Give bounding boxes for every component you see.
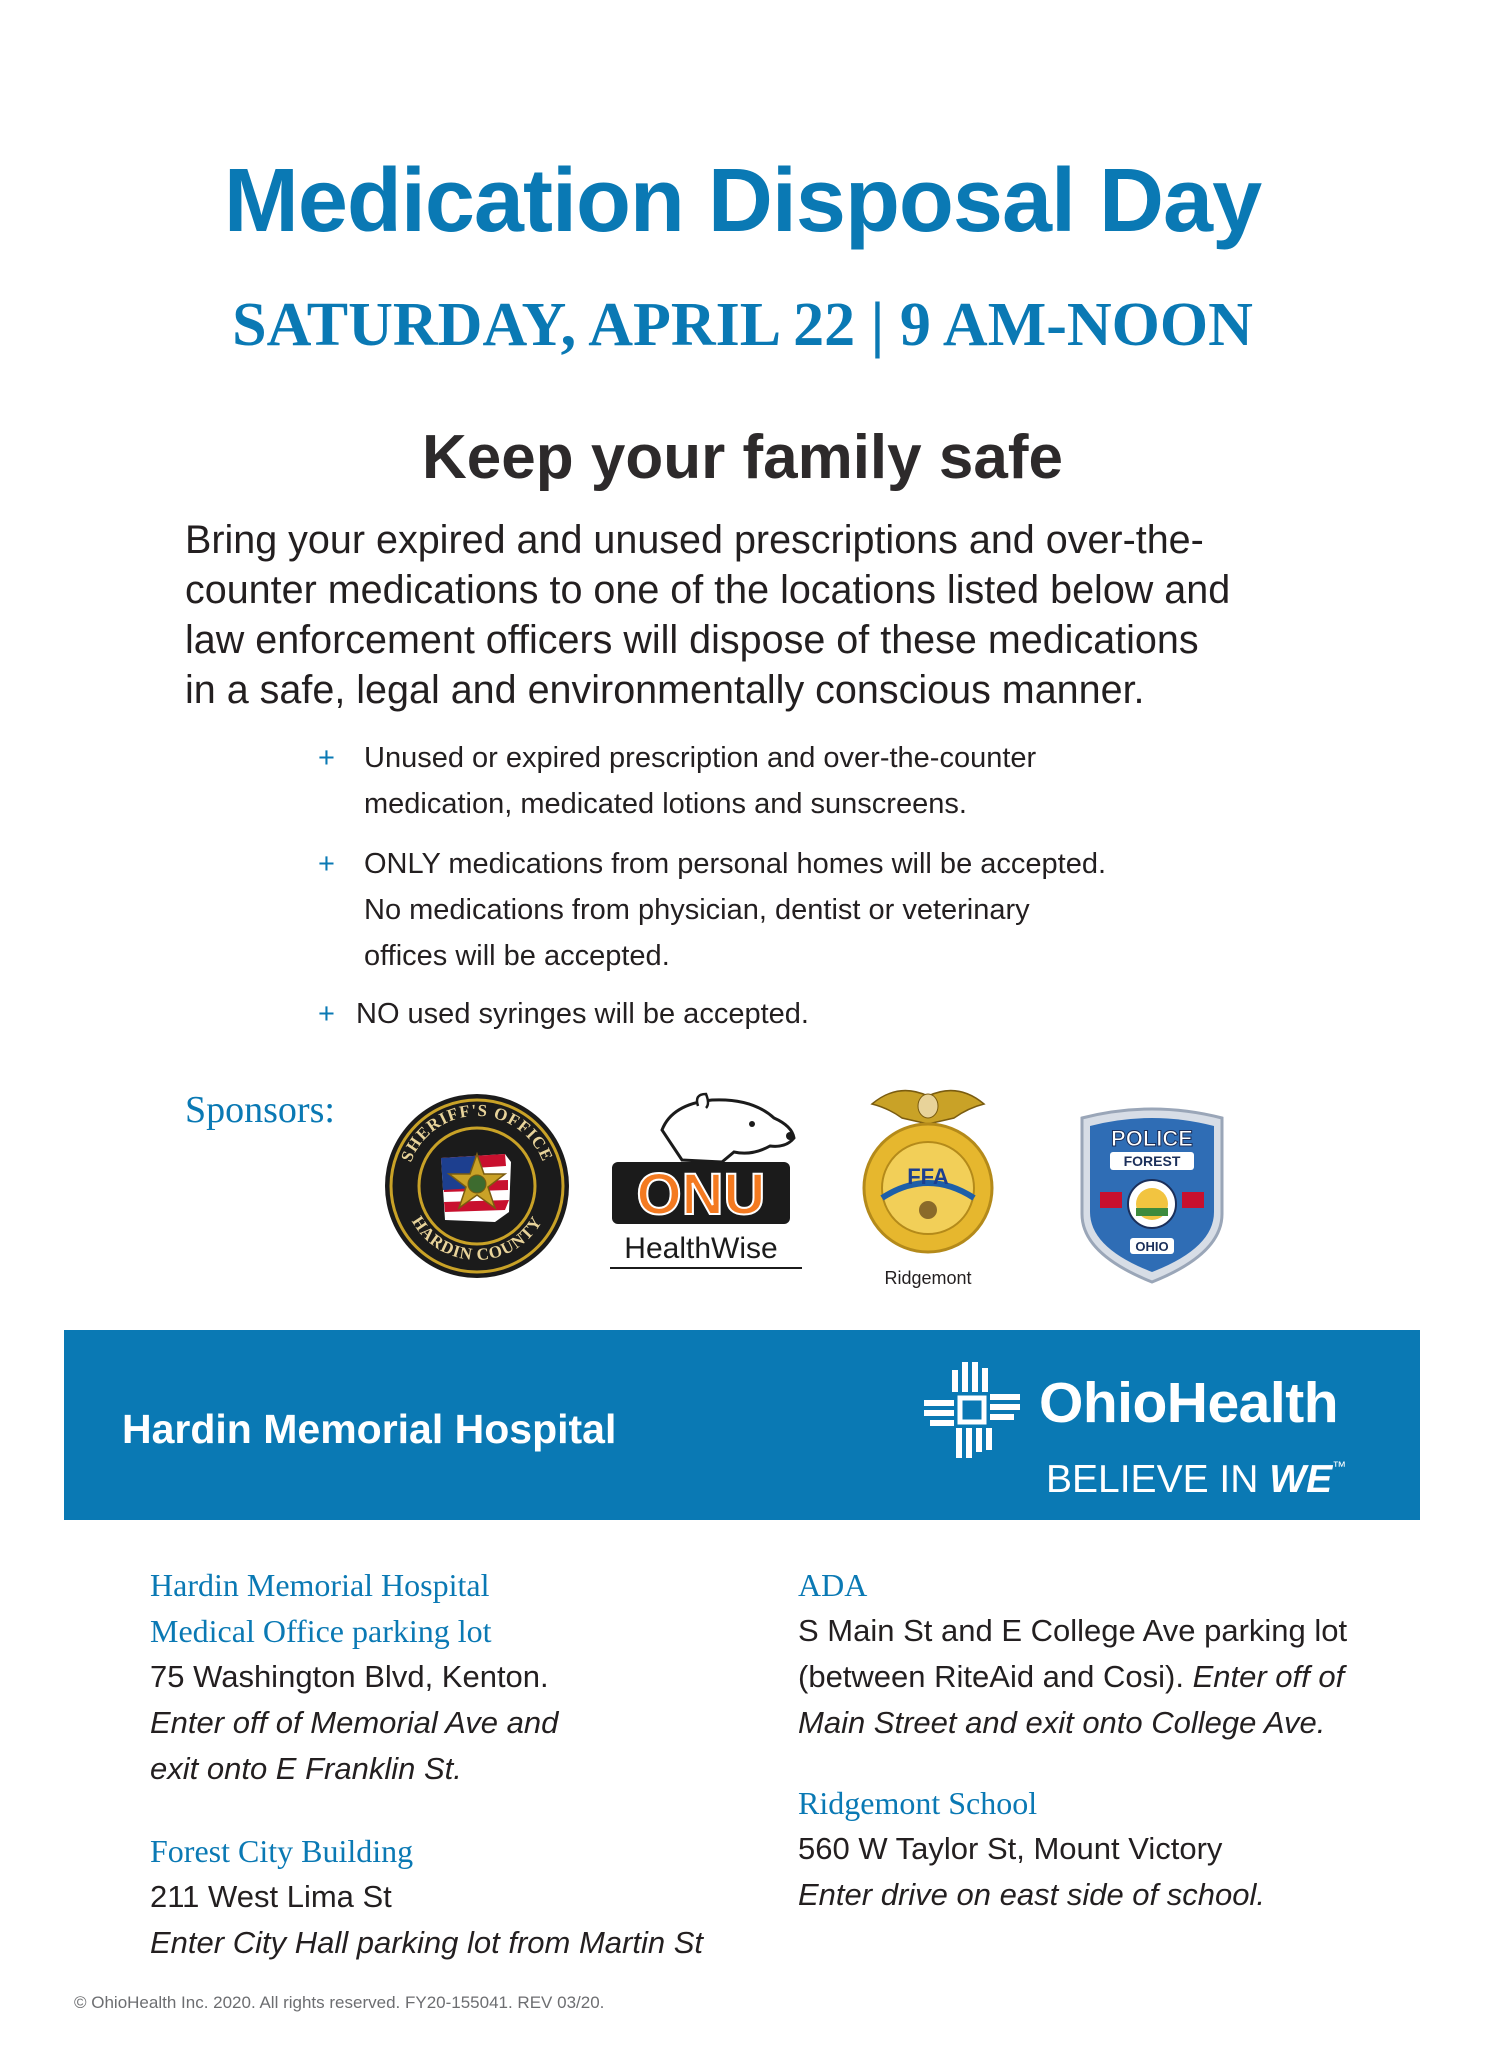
sponsors-label: Sponsors: <box>185 1089 335 1131</box>
forest-text: FOREST <box>1123 1153 1181 1169</box>
location-directions: Main Street and exit onto College Ave. <box>798 1705 1326 1740</box>
location-name: ADA <box>798 1567 868 1603</box>
owl-icon <box>919 1201 937 1219</box>
intro-line: counter medications to one of the locations listed below and <box>185 568 1231 612</box>
location-address: 560 W Taylor St, Mount Victory <box>798 1831 1223 1866</box>
ffa-caption: Ridgemont <box>884 1268 972 1288</box>
location-hardin-memorial <box>150 1562 558 1792</box>
trademark-symbol: ™ <box>1332 1458 1347 1474</box>
ohio-text: OHIO <box>1135 1239 1169 1254</box>
plus-icon: + <box>318 848 335 880</box>
polar-bear-icon <box>662 1094 794 1162</box>
location-directions: Enter off of Memorial Ave and <box>150 1705 559 1740</box>
location-address <box>798 1654 1347 1700</box>
brand-tagline-prefix: BELIEVE IN <box>1046 1458 1270 1501</box>
list-item-line: Unused or expired prescription and over-the-counter <box>364 742 1037 774</box>
plus-icon: + <box>318 742 335 774</box>
ffa-emblem-logo <box>858 1078 998 1288</box>
intro-line: in a safe, legal and environmentally conscious manner. <box>185 668 1145 712</box>
plus-icon: + <box>318 998 335 1030</box>
location-address: 211 West Lima St <box>150 1879 392 1914</box>
location-name: Hardin Memorial Hospital <box>150 1567 490 1603</box>
ffa-text: FFA <box>907 1164 949 1189</box>
hospital-banner <box>64 1330 1420 1520</box>
ohiohealth-brand-name: OhioHealth <box>1039 1371 1339 1435</box>
forest-police-patch-logo <box>1072 1104 1232 1286</box>
event-date-time: SATURDAY, APRIL 22 | 9 AM-NOON <box>232 291 1253 359</box>
location-directions: Enter drive on east side of school. <box>798 1877 1265 1912</box>
brand-tagline <box>1046 1458 1346 1502</box>
list-item-line: NO used syringes will be accepted. <box>356 998 809 1030</box>
brand-tagline-we: WE <box>1269 1458 1333 1501</box>
sheriff-bottom-text: HARDIN COUNTY <box>408 1212 546 1265</box>
location-address-part: (between RiteAid and Cosi). <box>798 1659 1193 1694</box>
intro-line: law enforcement officers will dispose of these medications <box>185 618 1199 662</box>
intro-line: Bring your expired and unused prescriptions and over-the- <box>185 518 1204 562</box>
location-name: Ridgemont School <box>798 1785 1038 1821</box>
banner-hospital-name: Hardin Memorial Hospital <box>122 1406 617 1452</box>
ohiohealth-logo-icon <box>922 1360 1022 1460</box>
intro-paragraph <box>185 515 1325 715</box>
onu-healthwise-logo <box>602 1090 812 1280</box>
copyright-footer: © OhioHealth Inc. 2020. All rights reserved. FY20-155041. REV 03/20. <box>74 1993 605 2012</box>
page-title: Medication Disposal Day <box>223 151 1262 251</box>
location-address: 75 Washington Blvd, Kenton. <box>150 1659 549 1694</box>
location-directions: Enter off of <box>1192 1659 1345 1694</box>
location-name: Medical Office parking lot <box>150 1613 492 1649</box>
accepted-items-list <box>318 735 1268 1055</box>
onu-letters: ONU <box>636 1162 766 1227</box>
healthwise-text: HealthWise <box>624 1232 778 1265</box>
location-directions: Enter City Hall parking lot from Martin St <box>150 1925 704 1960</box>
sheriff-office-logo <box>383 1092 571 1280</box>
location-forest-city <box>150 1828 703 1966</box>
list-item-line: No medications from physician, dentist or veterinary <box>364 894 1030 926</box>
location-address: S Main St and E College Ave parking lot <box>798 1613 1348 1648</box>
list-item-line: ONLY medications from personal homes will be accepted. <box>364 848 1107 880</box>
list-item-line: offices will be accepted. <box>364 940 670 972</box>
location-name: Forest City Building <box>150 1833 414 1869</box>
eagle-icon <box>872 1091 984 1124</box>
tagline: Keep your family safe <box>422 423 1063 492</box>
location-ridgemont <box>798 1780 1265 1918</box>
location-directions: exit onto E Franklin St. <box>150 1751 462 1786</box>
police-text: POLICE <box>1111 1126 1193 1151</box>
sheriff-top-text: SHERIFF'S OFFICE <box>396 1100 557 1165</box>
location-ada <box>798 1562 1347 1746</box>
list-item-line: medication, medicated lotions and sunscreens. <box>364 788 967 820</box>
us-flag-icon <box>1100 1192 1122 1208</box>
